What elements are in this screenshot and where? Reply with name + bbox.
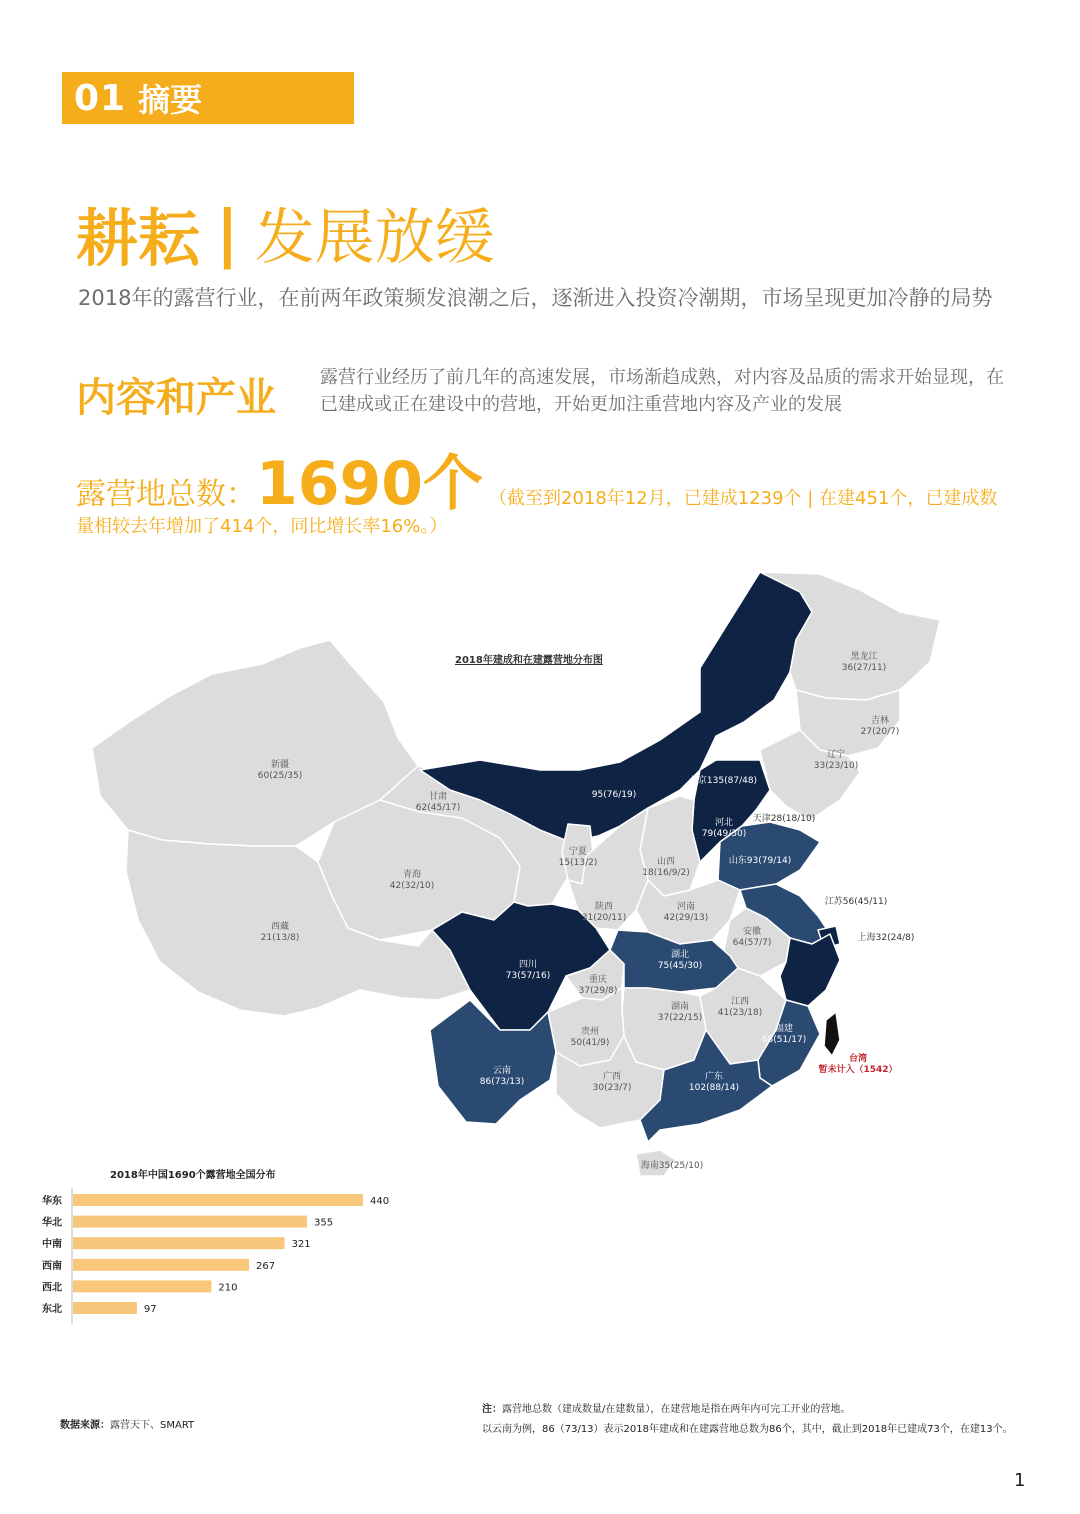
province-label — [593, 1072, 632, 1094]
page-number: 1 — [1014, 1470, 1026, 1491]
province-value: 41(23/18) — [717, 1008, 763, 1018]
headline-separator: | — [216, 196, 239, 270]
province-name: 安徽 — [742, 927, 761, 937]
bar — [73, 1280, 211, 1292]
province-name: 河北 — [714, 818, 734, 828]
province-name: 浙江 — [868, 968, 888, 978]
province-label — [689, 776, 757, 787]
province-name: 台湾 — [848, 1054, 867, 1064]
province-label — [261, 922, 300, 944]
province-label — [733, 927, 772, 949]
province-label — [416, 792, 460, 814]
intro-text: 2018年的露营行业，在前两年政策频发浪潮之后，逐渐进入投资冷潮期，市场呈现更加冷静的局势 — [78, 286, 993, 310]
bar-value-label: 210 — [218, 1282, 238, 1294]
footnote — [482, 1400, 1042, 1440]
province-label — [258, 760, 302, 782]
province-value: 79(49/30) — [701, 829, 747, 839]
province-value: 15(13/2) — [558, 858, 598, 868]
province-label — [753, 814, 815, 825]
headline-light: 发展放缓 — [254, 203, 495, 273]
province-label — [689, 1072, 739, 1094]
province-name: 贵州 — [580, 1027, 599, 1037]
province-value: 37(29/8) — [578, 986, 618, 996]
province-value: 18(16/9/2) — [642, 868, 690, 878]
page-headline — [76, 188, 495, 278]
province-value: 21(13/8) — [260, 933, 300, 943]
province-label — [814, 750, 858, 772]
province-name: 广东 — [704, 1072, 724, 1082]
province-label — [729, 856, 791, 867]
province-value: 北京135(87/48) — [688, 776, 758, 786]
province-label — [559, 847, 598, 869]
province-label — [818, 1054, 897, 1076]
province-value: 42(29/13) — [663, 913, 709, 923]
province-name: 辽宁 — [826, 750, 846, 760]
province-name: 广西 — [602, 1072, 621, 1082]
province-台湾 — [824, 1012, 840, 1056]
province-name: 吉林 — [870, 716, 889, 726]
province-value: 27(20/7) — [860, 727, 900, 737]
province-label — [390, 870, 434, 892]
content-description: 露营行业经历了前几年的高速发展，市场渐趋成熟，对内容及品质的需求开始显现，在已建成或正在建设中的营地，开始更加注重营地内容及产业的发展 — [320, 367, 1004, 415]
note-line2: 以云南为例，86（73/13）表示2018年建成和在建露营地总数为86个，其中，截止到2018年已建成73个，在建13个。 — [482, 1424, 1013, 1435]
bar — [73, 1302, 137, 1314]
province-label — [858, 933, 915, 944]
bar-category-label: 西南 — [42, 1260, 62, 1272]
bar-chart — [40, 1188, 390, 1328]
province-label — [658, 950, 702, 972]
province-value: 36(27/11) — [841, 663, 887, 673]
province-label — [762, 1024, 806, 1046]
province-value: 102(88/14) — [688, 1083, 740, 1093]
province-value: 86(65/21) — [855, 979, 901, 989]
province-value: 33(23/10) — [813, 761, 859, 771]
data-source — [60, 1416, 194, 1431]
province-label — [658, 1002, 702, 1024]
province-label — [664, 902, 708, 924]
bar-category-label: 华东 — [42, 1196, 62, 1207]
province-value: 95(76/19) — [591, 790, 637, 800]
province-label — [480, 1066, 524, 1088]
section-title: 摘要 — [138, 81, 203, 119]
province-name: 陕西 — [594, 902, 614, 912]
province-value: 暂未计入（1542） — [818, 1065, 898, 1075]
province-name: 湖北 — [670, 950, 690, 960]
province-label — [718, 997, 762, 1019]
province-label — [582, 902, 626, 924]
province-label — [506, 960, 550, 982]
province-value: 73(57/16) — [505, 971, 551, 981]
province-label — [571, 1027, 610, 1049]
bar-value-label: 355 — [313, 1217, 334, 1229]
province-name: 重庆 — [588, 975, 607, 985]
bar-chart-title: 2018年中国1690个露营地全国分布 — [110, 1170, 276, 1181]
bar-category-label: 中南 — [42, 1239, 62, 1251]
province-name: 湖南 — [670, 1002, 690, 1012]
province-value: 64(57/7) — [732, 938, 772, 948]
province-value: 31(20/11) — [581, 913, 627, 923]
province-value: 海南35(25/10) — [640, 1161, 704, 1171]
province-name: 宁夏 — [568, 847, 587, 857]
province-label — [642, 857, 689, 879]
map-title: 2018年建成和在建露营地分布图 — [455, 655, 603, 666]
province-label — [856, 968, 900, 990]
headline-bold: 耕耘 — [76, 201, 201, 275]
province-value: 75(45/30) — [657, 961, 703, 971]
content-heading: 内容和产业 — [76, 375, 276, 421]
bar-value-label: 267 — [255, 1260, 276, 1272]
province-value: 50(41/9) — [570, 1038, 610, 1048]
province-value: 山东93(79/14) — [728, 856, 792, 866]
province-name: 江西 — [730, 997, 750, 1007]
province-value: 上海32(24/8) — [857, 933, 915, 943]
bar-value-label: 97 — [143, 1304, 157, 1315]
province-name: 新疆 — [270, 760, 290, 770]
province-name: 青海 — [402, 870, 422, 880]
bar — [73, 1259, 249, 1271]
bar — [73, 1237, 285, 1249]
province-value: 86(73/13) — [479, 1077, 525, 1087]
province-value: 30(23/7) — [592, 1083, 632, 1093]
bar — [73, 1194, 363, 1206]
source-label: 数据来源： — [60, 1420, 110, 1431]
note-line1: 露营地总数（建成数量/在建数量），在建营地是指在两年内可完工开业的营地。 — [502, 1404, 851, 1415]
province-name: 山西 — [656, 857, 676, 867]
province-value: 江苏56(45/11) — [824, 897, 888, 907]
total-value: 1690个 — [256, 449, 483, 519]
province-label — [861, 716, 900, 738]
province-name: 云南 — [492, 1066, 512, 1076]
bar-category-label: 华北 — [42, 1217, 62, 1229]
province-浙江 — [780, 934, 840, 1006]
total-note-line2: 量相较去年增加了414个，同比增长率16%。） — [76, 516, 448, 537]
province-label — [825, 897, 887, 908]
province-value: 68(51/17) — [761, 1035, 807, 1045]
province-value: 天津28(18/10) — [752, 814, 816, 824]
province-label — [702, 818, 746, 840]
province-label — [842, 652, 886, 674]
total-label: 露营地总数： — [76, 477, 256, 512]
province-label — [579, 975, 618, 997]
bar-category-label: 西北 — [42, 1282, 62, 1294]
bar-category-label: 东北 — [42, 1304, 62, 1315]
total-block — [76, 436, 1016, 537]
source-text: 露营天下、SMART — [110, 1420, 195, 1431]
province-name: 河南 — [676, 902, 696, 912]
province-name: 四川 — [518, 960, 538, 970]
province-label — [641, 1161, 703, 1172]
bar — [73, 1216, 307, 1228]
province-name: 甘肃 — [428, 792, 448, 802]
province-name: 西藏 — [270, 922, 289, 932]
note-label: 注： — [482, 1404, 502, 1415]
bar-value-label: 321 — [291, 1239, 311, 1251]
province-value: 37(22/15) — [657, 1013, 703, 1023]
province-value: 42(32/10) — [389, 881, 435, 891]
province-value: 62(45/17) — [415, 803, 461, 813]
bar-value-label: 440 — [370, 1196, 390, 1207]
section-tag — [62, 72, 354, 124]
province-name: 福建 — [774, 1024, 794, 1034]
province-label — [592, 790, 636, 801]
total-note-line1: （截至到2018年12月，已建成1239个 | 在建451个，已建成数 — [489, 488, 998, 509]
province-value: 60(25/35) — [257, 771, 303, 781]
province-name: 黑龙江 — [850, 652, 878, 662]
section-number: 01 — [74, 77, 127, 119]
